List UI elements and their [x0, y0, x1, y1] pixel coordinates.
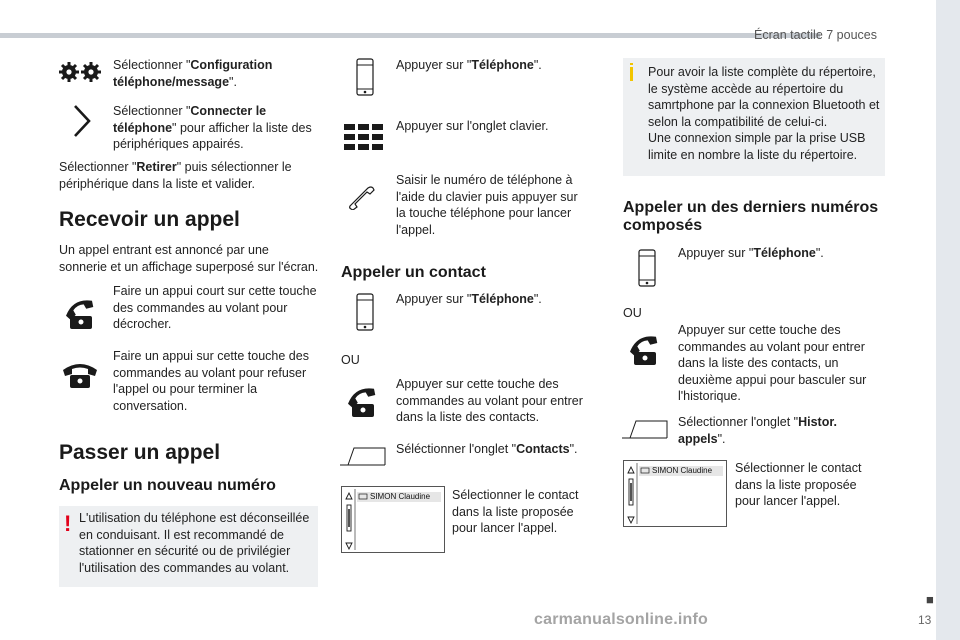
select-contacts-tab-text: Séléctionner l'onglet "Contacts".	[396, 442, 578, 456]
select-connect-text: Sélectionner "Connecter le téléphone" pour afficher la liste des périphériques appairés.	[113, 104, 312, 151]
dial-icon	[346, 184, 376, 210]
gears-icon	[58, 60, 102, 84]
info-text: Pour avoir la liste complète du répertoire, le système accède au répertoire du samrtphone par la connexion Bluetooth et selon la compatibilité de celui-ci. Une connexion simple par la prise USB limite en nombre la liste du répertoire.	[648, 65, 880, 162]
subtitle-recent-numbers: Appeler un des derniers numéros composés	[623, 199, 879, 234]
chevron-right-icon	[72, 104, 92, 138]
wheel-history-text: Appuyer sur cette touche des commandes au volant pour entrer dans la liste des contacts, un deuxième appui pour basculer sur l'historique.	[678, 323, 867, 403]
handset-icon	[624, 332, 664, 368]
select-contact-proposed-text-2: Sélectionner le contact dans la liste proposée pour lancer l'appel.	[735, 461, 862, 508]
contact-list-thumbnail	[623, 460, 727, 527]
info-icon	[630, 67, 633, 81]
watermark: carmanualsonline.info	[534, 611, 709, 628]
subtitle-new-number: Appeler un nouveau numéro	[59, 477, 276, 494]
info-icon-dot	[630, 63, 633, 65]
select-contact-proposed-text: Sélectionner le contact dans la liste proposée pour lancer l'appel.	[452, 488, 579, 535]
subtitle-call-contact: Appeler un contact	[341, 264, 486, 281]
page-edge-band	[936, 0, 960, 640]
select-remove-text: Sélectionner "Retirer" puis sélectionner le périphérique dans la liste et valider.	[59, 160, 292, 191]
wheel-contacts-text: Appuyer sur cette touche des commandes au volant pour entrer dans la liste des contacts.	[396, 377, 583, 424]
receive-short-text: Faire un appui court sur cette touche des commandes au volant pour décrocher.	[113, 284, 317, 331]
end-mark: ■	[926, 592, 934, 607]
select-history-tab-text: Sélectionner l'onglet "Histor. appels".	[678, 415, 837, 446]
press-phone-text-1: Appuyer sur "Téléphone".	[396, 58, 542, 72]
page-number: 13	[918, 613, 932, 627]
press-phone-text-2: Appuyer sur "Téléphone".	[396, 292, 542, 306]
press-phone-text-3: Appuyer sur "Téléphone".	[678, 246, 824, 260]
tab-icon	[622, 420, 668, 442]
select-config-text: Sélectionner "Configuration téléphone/message".	[113, 58, 273, 89]
contact-name: SIMON Claudine	[652, 466, 713, 475]
warning-icon: !	[64, 511, 72, 536]
enter-number-text: Saisir le numéro de téléphone à l'aide du clavier puis appuyer sur la touche téléphone pour lancer l'appel.	[396, 173, 578, 237]
smartphone-icon	[356, 293, 374, 331]
keypad-tab-text: Appuyer sur l'onglet clavier.	[396, 119, 549, 133]
section-title-receive: Recevoir un appel	[59, 208, 240, 231]
or-label: OU	[341, 353, 360, 367]
keypad-icon	[344, 124, 384, 150]
contact-name: SIMON Claudine	[370, 492, 431, 501]
warning-text: L'utilisation du téléphone est déconseillée en conduisant. Il est recommandé de stationner en sécurité ou de privilégier l'utilisation des commandes au volant.	[79, 511, 310, 575]
tab-icon	[340, 447, 386, 469]
running-header: Écran tactile 7 pouces	[754, 28, 877, 42]
receive-intro-text: Un appel entrant est annoncé par une sonnerie et un affichage superposé sur l'écran.	[59, 243, 319, 274]
contact-list-thumbnail	[341, 486, 445, 553]
handset-icon	[60, 360, 100, 390]
section-title-place-call: Passer un appel	[59, 441, 221, 464]
or-label: OU	[623, 306, 642, 320]
receive-long-text: Faire un appui sur cette touche des commandes au volant pour refuser l'appel ou pour terminer la conversation.	[113, 349, 309, 413]
handset-icon	[342, 384, 382, 420]
smartphone-icon	[638, 249, 656, 287]
header-rule	[0, 33, 820, 38]
smartphone-icon	[356, 58, 374, 96]
handset-icon	[60, 296, 100, 332]
